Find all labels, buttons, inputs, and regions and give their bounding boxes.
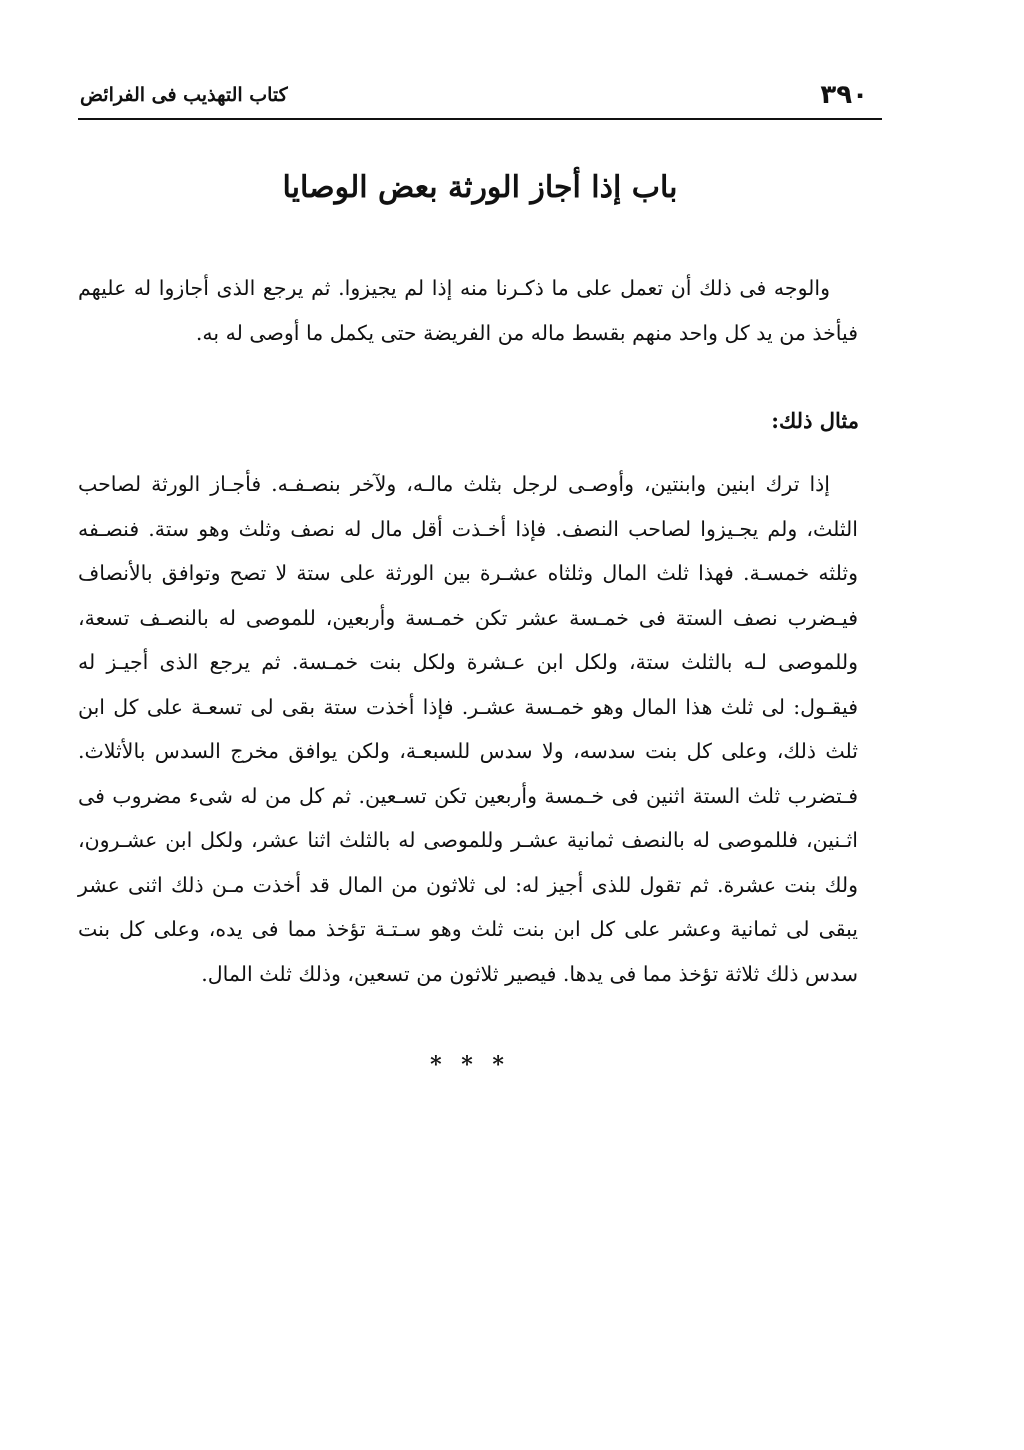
chapter-title: باب إذا أجاز الورثة بعض الوصايا bbox=[282, 170, 678, 205]
running-header bbox=[78, 72, 882, 120]
example-heading: مثال ذلك: bbox=[771, 408, 859, 433]
intro-paragraph: والوجه فى ذلك أن تعمل على ما ذكـرنا منه إذا لم يجيزوا. ثم يرجع الذى أجازوا له عليهم فيأخذ من يد كل واحد منهم بقسط ماله من الفريضة حتى يكمل ما أوصى له به. bbox=[78, 276, 858, 345]
page-number: ٣٩٠ bbox=[820, 80, 868, 110]
example-paragraph: إذا ترك ابنين وابنتين، وأوصـى لرجل بثلث مالـه، ولآخر بنصـفـه. فأجـاز الورثة لصاحب الثلث، ولم يجـيزوا لصاحب النصف. فإذا أخـذت أقل مال له نصف وثلث وهو ستة. فنصـفه وثلثه خمسـة. فهذا ثلث المال وثلثاه عشـرة بين الورثة على ستة لا تصح وتوافق بالأنصاف فيـضرب نصف الستة فى خمـسة عشر تكن خمـسة وأربعين، للموصى له بالنصـف تسعة، وللموصى لـه بالثلث ستة، ولكل ابن عـشرة ولكل بنت خمـسة. ثم يرجع الذى أجيـز له فيقـول: لى ثلث هذا المال وهو خمـسة عشـر. فإذا أخذت ستة بقى لى تسعـة على كل ابن ثلث ذلك، وعلى كل بنت سدسه، ولا سدس للسبعـة، ولكن يوافق مخرج السدس بالأثلاث. فـتضرب ثلث الستة اثنين فى خـمسة وأربعين تكن تسـعين. ثم كل من له شىء مضروب فى اثـنين، فللموصى له بالنصف ثمانية عشـر وللموصى له بالثلث اثنا عشر، ولكل ابن عشـرون، ولك بنت عشرة. ثم تقول للذى أجيز له: لى ثلاثون من المال قد أخذت مـن ذلك اثنى عشر يبقى لى ثمانية وعشر على كل ابن بنت ثلث وهو سـتـة تؤخذ مما فى يده، وعلى كل بنت سدس ذلك ثلاثة تؤخذ مما فى يدها. فيصير ثلاثون من تسعين، وذلك ثلث المال. bbox=[78, 472, 858, 986]
section-end-mark: * * * bbox=[430, 1052, 510, 1078]
book-title: كتاب التهذيب فى الفرائض bbox=[80, 84, 288, 106]
